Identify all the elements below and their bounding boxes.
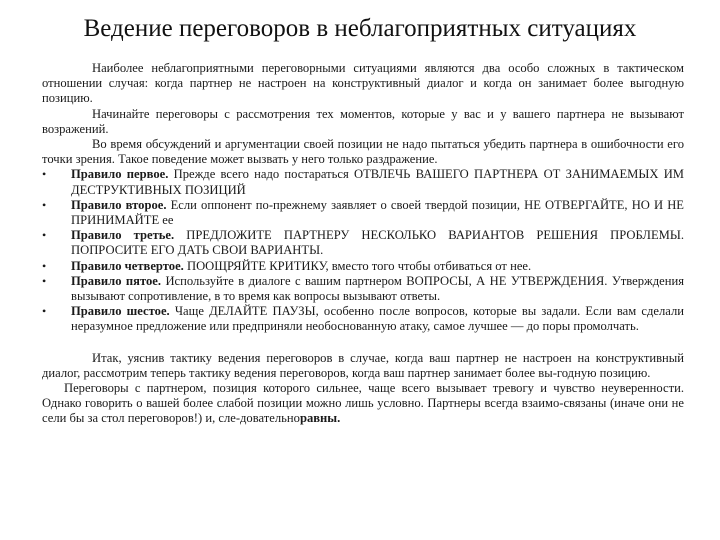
rule-item-2	[42, 198, 684, 228]
rule-name: Правило третье.	[71, 228, 175, 243]
intro-paragraph-3: Во время обсуждений и аргументации своей позиции не надо пытаться убедить партнера в ошибочности его точки зрения. Такое поведение может вызвать у него только раздражение.	[42, 137, 684, 167]
bullet-icon: •	[42, 304, 47, 319]
rules-list	[42, 167, 684, 334]
rule-text: Прежде всего надо постараться ОТВЛЕЧЬ ВАШЕГО ПАРТНЕРА ОТ ЗАНИМАЕМЫХ ИМ ДЕСТРУКТИВНЫХ ПОЗИЦИЙ	[71, 167, 684, 197]
rule-text: Если оппонент по-прежнему заявляет о своей твердой позиции, НЕ ОТВЕРГАЙТЕ, НО И НЕ ПРИНИМАЙТЕ ее	[71, 197, 684, 228]
outro-paragraph-1: Итак, уяснив тактику ведения переговоров в случае, когда ваш партнер не настроен на конструктивный диалог, рассмотрим теперь тактику ведения переговоров, когда ваш партнер занимает более вы-годную позицию.	[42, 350, 684, 380]
bullet-icon: •	[42, 197, 47, 212]
bullet-icon: •	[42, 167, 47, 182]
bullet-icon: •	[42, 258, 47, 273]
rule-text: ПООЩРЯЙТЕ КРИТИКУ, вместо того чтобы отбиваться от нее.	[183, 258, 532, 273]
outro-paragraph-2-text: Переговоры с партнером, позиция которого сильнее, чаще всего вызывает тревогу и чувство неуверенности. Однако говорить о вашей более слабой позиции можно лишь условно. Партнеры всегда взаимо-связаны (иначе они не сели бы за стол переговоров!) и, сле-довательно	[42, 381, 684, 426]
rule-name: Правило пятое.	[71, 273, 162, 288]
rule-item-3	[42, 228, 684, 258]
rule-name: Правило первое.	[71, 167, 169, 182]
bullet-icon: •	[42, 228, 47, 243]
document-body	[42, 61, 684, 427]
rule-item-6	[42, 304, 684, 334]
rule-item-1	[42, 167, 684, 197]
rule-name: Правило второе.	[71, 197, 167, 212]
rule-item-5	[42, 274, 684, 304]
section-spacer	[42, 335, 684, 351]
intro-paragraph-2: Начинайте переговоры с рассмотрения тех моментов, которые у вас и у вашего партнера не вызывают возражений.	[42, 106, 684, 136]
rule-text: Используйте в диалоге с вашим партнером ВОПРОСЫ, А НЕ УТВЕРЖДЕНИЯ. Утверждения вызывают сопротивление, в то время как вопросы вызывают ответы.	[71, 273, 684, 304]
rule-text: Чаще ДЕЛАЙТЕ ПАУЗЫ, особенно после вопросов, которые вы задали. Если вам сделали неразумное предложение или предприняли необоснованную атаку, самое лучшее — до поры промолчать.	[71, 304, 684, 334]
outro-paragraph-2	[42, 381, 684, 427]
rule-item-4	[42, 259, 684, 274]
rule-name: Правило шестое.	[71, 304, 170, 319]
page-title: Ведение переговоров в неблагоприятных ситуациях	[83, 15, 637, 42]
rule-text: ПРЕДЛОЖИТЕ ПАРТНЕРУ НЕСКОЛЬКО ВАРИАНТОВ РЕШЕНИЯ ПРОБЛЕМЫ. ПОПРОСИТЕ ЕГО ДАТЬ СВОИ ВАРИАНТЫ.	[71, 228, 684, 258]
intro-paragraph-1: Наиболее неблагоприятными переговорными ситуациями являются два особо сложных в тактическом отношении случая: когда партнер не настроен на конструктивный диалог и когда он занимает более выгодную позицию.	[42, 61, 684, 106]
outro-paragraph-2-tail: равны.	[299, 411, 341, 426]
bullet-icon: •	[42, 273, 47, 288]
rule-name: Правило четвертое.	[71, 258, 184, 273]
